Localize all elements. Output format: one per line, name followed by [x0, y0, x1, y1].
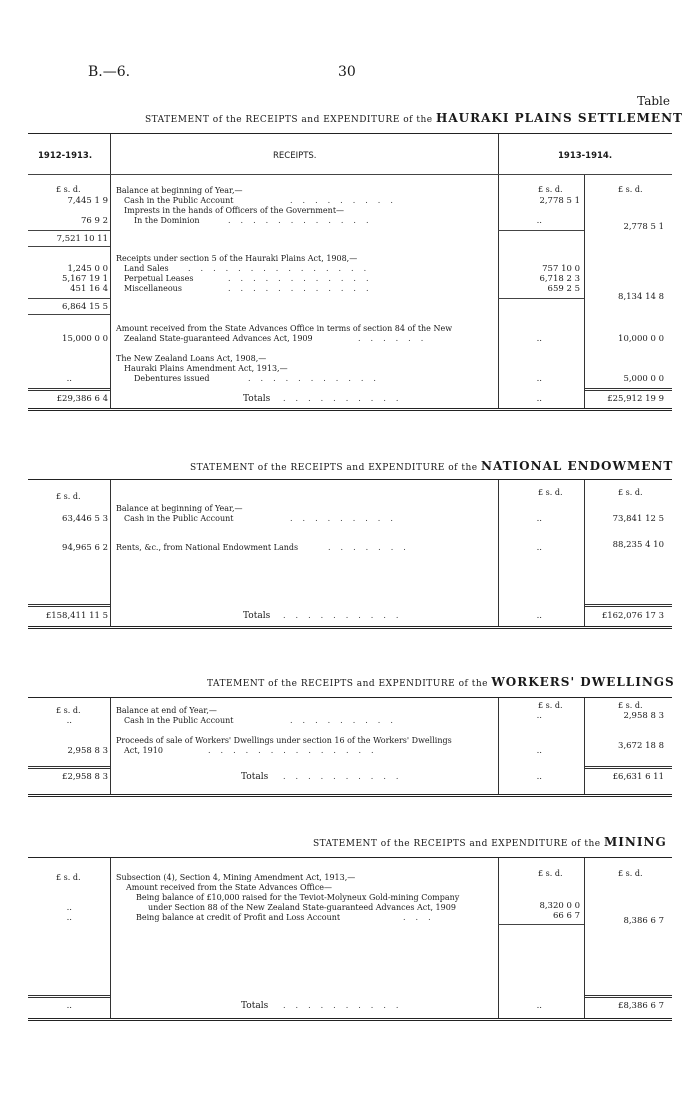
mining-being-label-3: Being balance at credit of Profit and Loss Account	[136, 913, 341, 922]
hauraki-cur-perpetual: 6,718 2 3	[539, 274, 580, 284]
hauraki-total-receipts: 8,134 14 8	[618, 292, 664, 302]
hauraki-dominion-label: In the Dominion	[134, 216, 200, 225]
hauraki-advances-label-1: Amount received from the State Advances Office in terms of section 84 of the New	[116, 324, 453, 333]
workers-total-proceeds: 3,672 18 8	[618, 741, 664, 751]
mining-totals-label: Totals	[241, 1001, 269, 1011]
mining-amount-label: Amount received from the State Advances Office—	[126, 883, 333, 892]
national-lsd-prev: £ s. d.	[56, 492, 81, 501]
hauraki-cash-label: Cash in the Public Account	[124, 196, 234, 205]
hauraki-cur-misc: 659 2 5	[547, 284, 580, 294]
hauraki-imprests-label: Imprests in the hands of Officers of the Government—	[124, 206, 345, 215]
workers-lsd-prev: £ s. d.	[56, 706, 81, 715]
workers-lsd-total: £ s. d.	[618, 701, 643, 710]
mining-total-sum: 8,386 6 7	[623, 916, 664, 926]
hauraki-title-name: HAURAKI PLAINS SETTLEMENT	[436, 111, 683, 125]
hauraki-loans-label-1: The New Zealand Loans Act, 1908,—	[116, 354, 267, 363]
workers-cash-label: Cash in the Public Account	[124, 716, 234, 725]
table-label: Table	[637, 94, 670, 108]
hauraki-prev-cash: 7,445 1 9	[67, 196, 108, 206]
hauraki-totals-label: Totals	[243, 394, 271, 404]
mining-head: Subsection (4), Section 4, Mining Amendment Act, 1913,—	[116, 873, 356, 882]
hauraki-cur-advances: ..	[536, 334, 542, 344]
hauraki-cur-land-sales: 757 10 0	[542, 264, 580, 274]
hauraki-prev-subtotal-1: 7,521 10 11	[56, 234, 108, 244]
workers-totals-label: Totals	[241, 772, 269, 782]
hauraki-misc-label: Miscellaneous	[124, 284, 182, 293]
hauraki-prev-total: £29,386 6 4	[56, 394, 108, 404]
hauraki-cur-dominion: ..	[536, 216, 542, 226]
hauraki-balance-head: Balance at beginning of Year,—	[116, 186, 243, 195]
national-prev-cash: 63,446 5 3	[62, 514, 108, 524]
mining-cur-r1: 8,320 0 0	[539, 901, 580, 911]
national-cur-rents: ..	[536, 543, 542, 553]
workers-lsd-detail: £ s. d.	[538, 701, 563, 710]
hauraki-cur-loans: ..	[536, 374, 542, 384]
hauraki-loans-label-3: Debentures issued	[134, 374, 210, 383]
hauraki-cur-cash: 2,778 5 1	[539, 196, 580, 206]
national-lsd-detail: £ s. d.	[538, 488, 563, 497]
mining-title	[313, 835, 667, 849]
hauraki-perpetual-label: Perpetual Leases	[124, 274, 194, 283]
mining-lsd-detail: £ s. d.	[538, 869, 563, 878]
national-prev-total: £158,411 11 5	[45, 611, 108, 621]
hauraki-prev-loans: ..	[66, 374, 72, 384]
report-series: B.—6.	[88, 64, 131, 80]
national-lsd-total: £ s. d.	[618, 488, 643, 497]
workers-proceeds-label-2: Act, 1910	[124, 746, 163, 755]
hauraki-prev-land-sales: 1,245 0 0	[67, 264, 108, 274]
national-prev-rents: 94,965 6 2	[62, 543, 108, 553]
hauraki-col-prev: 1912-1913.	[38, 151, 93, 161]
workers-table: £ s. d. £ s. d. £ s. d. Balance at end of Year,— Cash in the Public Account ......... Proceeds of sale of Workers' Dwellings under section 16 of the Workers' Dwellings Act, 1910 .............. Totals .......... .. 2,958 8 3 £2,958 8 3 .. .. .. 2,958 8 3 3,672 18 8 £6,631 6 11	[28, 697, 672, 797]
mining-being-label-1: Being balance of £10,000 raised for the Teviot-Molyneux Gold-mining Company	[136, 893, 460, 902]
mining-lsd-total: £ s. d.	[618, 869, 643, 878]
hauraki-prev-dominion: 76 9 2	[80, 216, 108, 226]
workers-title-prefix: TATEMENT of the RECEIPTS and EXPENDITURE of the	[207, 679, 488, 689]
hauraki-title	[145, 111, 683, 125]
national-cash-label: Cash in the Public Account	[124, 514, 234, 523]
national-balance-head: Balance at beginning of Year,—	[116, 504, 243, 513]
workers-total-cash: 2,958 8 3	[623, 711, 664, 721]
hauraki-title-prefix: STATEMENT of the RECEIPTS and EXPENDITURE of the	[145, 115, 433, 125]
hauraki-prev-perpetual: 5,167 19 1	[62, 274, 108, 284]
workers-grand-total: £6,631 6 11	[612, 772, 664, 782]
hauraki-col-cur: 1913-1914.	[558, 151, 613, 161]
mining-table: £ s. d. £ s. d. £ s. d. Subsection (4), Section 4, Mining Amendment Act, 1913,— Amount received from the State Advances Office— Being balance of £10,000 raised for the Teviot-Molyneux Gold-mining Company under Section 88 of the New Zealand State-guaranteed Advances Act, 1909 Being balance at credit of Profit and Loss Account ... Totals .......... .. .. .. 8,320 0 0 66 6 7 .. 8,386 6 7 £8,386 6 7	[28, 857, 672, 1021]
hauraki-land-sales-label: Land Sales	[124, 264, 169, 273]
hauraki-lsd-prev: £ s. d.	[56, 185, 81, 194]
hauraki-grand-total: £25,912 19 9	[607, 394, 664, 404]
workers-title	[207, 675, 675, 689]
mining-cur-r2: 66 6 7	[552, 911, 580, 921]
hauraki-total-balance: 2,778 5 1	[623, 222, 664, 232]
hauraki-receipts-head: Receipts under section 5 of the Hauraki Plains Act, 1908,—	[116, 254, 358, 263]
workers-cur-totals: ..	[536, 772, 542, 782]
hauraki-col-receipts: RECEIPTS.	[273, 151, 317, 161]
hauraki-lsd-total: £ s. d.	[618, 185, 643, 194]
mining-prev-r2: ..	[66, 913, 72, 923]
workers-title-name: WORKERS' DWELLINGS	[491, 675, 675, 689]
mining-cur-totals: ..	[536, 1001, 542, 1011]
mining-prev-total: ..	[66, 1001, 72, 1011]
workers-cur-proceeds: ..	[536, 746, 542, 756]
national-total-rents: 88,235 4 10	[612, 540, 664, 550]
workers-cur-cash: ..	[536, 711, 542, 721]
national-cur-cash: ..	[536, 514, 542, 524]
hauraki-table: 1912-1913. RECEIPTS. 1913-1914. £ s. d. £ s. d. £ s. d. Balance at beginning of Year,— Cash in the Public Account ......... Imprests in the hands of Officers of the Government— In the Dominion ............ Receipts under section 5 of the Hauraki Plains Act, 1908,— Land Sales ............... Perpetual Leases ............ Miscellaneous ............ Amount received from the State Advances Office in terms of section 84 of the New Zealand State-guaranteed Advances Act, 1909 ...... The New Zealand Loans Act, 1908,— Hauraki Plains Amendment Act, 1913,— Debentures issued ........... Totals .......... 7,445 1 9 76 9 2 7,521 10 11 1,245 0 0 5,167 19 1 451 16 4 6,864 15 5 15,000 0 0 .. £29,386 6 4 2,778 5 1 .. 757 10 0 6,718 2 3 659 2 5 .. .. .. 2,778 5 1 8,134 14 8 10,000 0 0 5,000 0 0 £25,912 19 9	[28, 133, 672, 411]
hauraki-cur-totals: ..	[536, 394, 542, 404]
hauraki-loans-label-2: Hauraki Plains Amendment Act, 1913,—	[124, 364, 288, 373]
national-grand-total: £162,076 17 3	[601, 611, 664, 621]
national-cur-totals: ..	[536, 611, 542, 621]
national-table: £ s. d. £ s. d. £ s. d. Balance at beginning of Year,— Cash in the Public Account ......... Rents, &c., from National Endowment Lands ....... Totals .......... 63,446 5 3 94,965 6 2 £158,411 11 5 .. .. .. 73,841 12 5 88,235 4 10 £162,076 17 3	[28, 479, 672, 629]
hauraki-prev-misc: 451 16 4	[70, 284, 108, 294]
national-title-name: NATIONAL ENDOWMENT	[481, 459, 674, 473]
national-total-cash: 73,841 12 5	[612, 514, 664, 524]
workers-balance-head: Balance at end of Year,—	[116, 706, 217, 715]
workers-proceeds-label-1: Proceeds of sale of Workers' Dwellings under section 16 of the Workers' Dwellings	[116, 736, 452, 745]
hauraki-prev-advances: 15,000 0 0	[62, 334, 108, 344]
national-totals-label: Totals	[243, 611, 271, 621]
mining-title-prefix: STATEMENT of the RECEIPTS and EXPENDITURE of the	[313, 839, 601, 849]
mining-prev-r1: ..	[66, 903, 72, 913]
hauraki-lsd-detail: £ s. d.	[538, 185, 563, 194]
hauraki-total-loans: 5,000 0 0	[623, 374, 664, 384]
mining-lsd-prev: £ s. d.	[56, 873, 81, 882]
national-title-prefix: STATEMENT of the RECEIPTS and EXPENDITURE of the	[190, 463, 478, 473]
mining-title-name: MINING	[604, 835, 667, 849]
workers-prev-cash: ..	[66, 716, 72, 726]
hauraki-total-advances: 10,000 0 0	[618, 334, 664, 344]
hauraki-prev-subtotal-2: 6,864 15 5	[62, 302, 108, 312]
workers-prev-proceeds: 2,958 8 3	[67, 746, 108, 756]
national-rents-label: Rents, &c., from National Endowment Lands	[116, 543, 299, 552]
national-title	[190, 459, 673, 473]
workers-prev-total: £2,958 8 3	[62, 772, 108, 782]
page-number: 30	[338, 64, 356, 80]
mining-grand-total: £8,386 6 7	[618, 1001, 664, 1011]
mining-being-label-2: under Section 88 of the New Zealand State-guaranteed Advances Act, 1909	[148, 903, 456, 912]
hauraki-advances-label-2: Zealand State-guaranteed Advances Act, 1909	[124, 334, 313, 343]
